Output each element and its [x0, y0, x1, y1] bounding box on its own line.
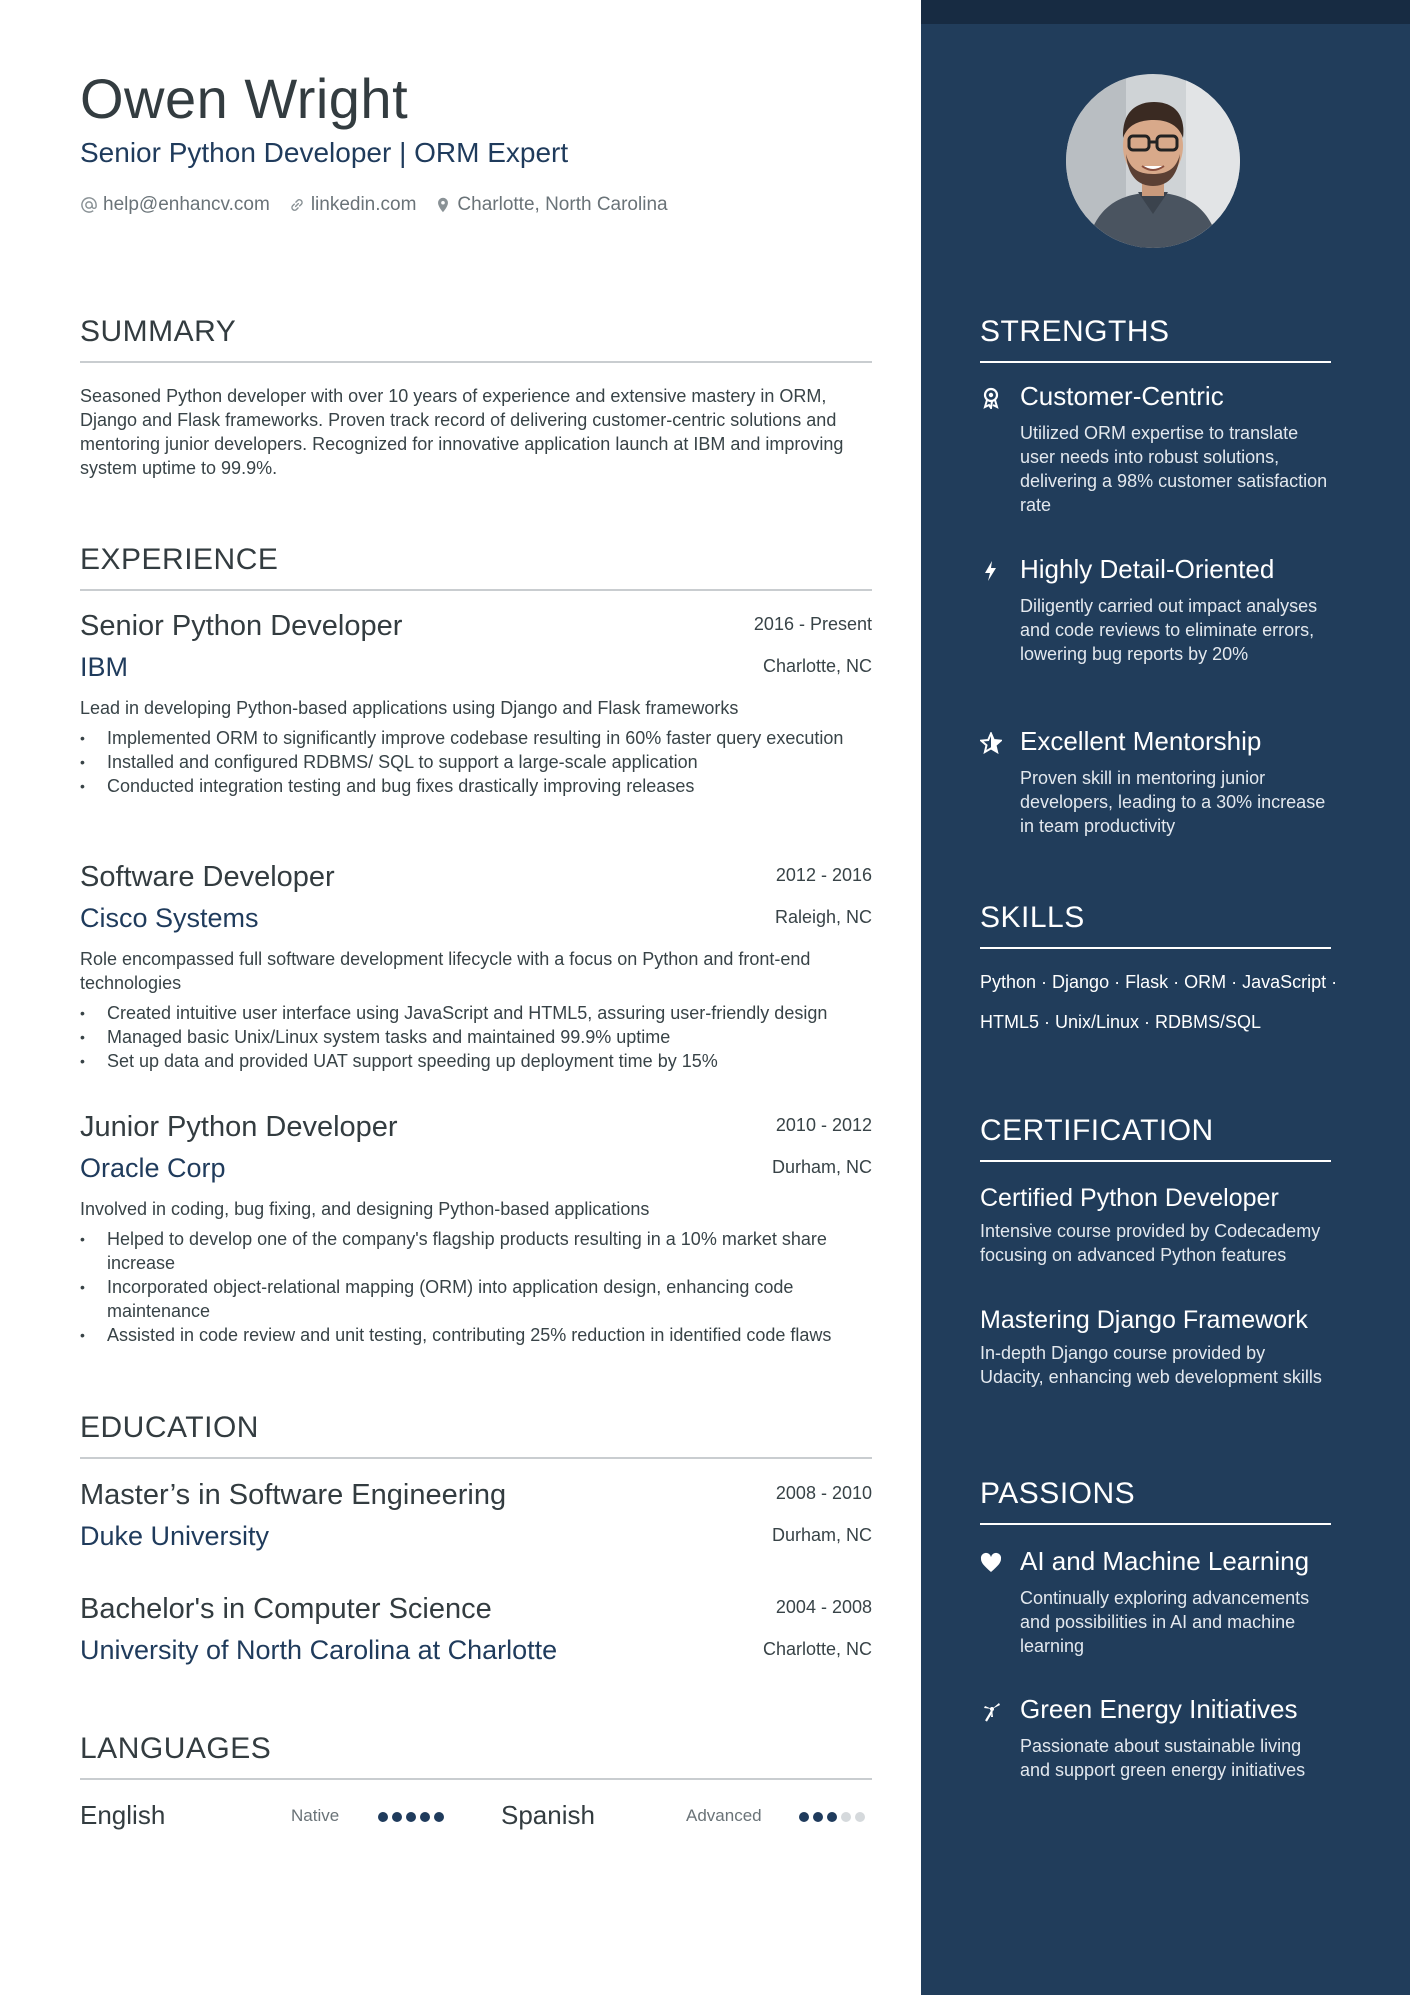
job-company: IBM: [80, 652, 129, 682]
education-school: Duke University: [80, 1521, 270, 1551]
profile-photo: [1066, 74, 1240, 248]
passion-description: Passionate about sustainable living and support green energy initiatives: [1020, 1736, 1306, 1780]
rating-dot-filled: [827, 1812, 837, 1822]
education-heading: EDUCATION: [80, 1411, 872, 1459]
education-degree: Master’s in Software Engineering: [80, 1479, 507, 1511]
job-date: 2010 - 2012: [775, 1115, 872, 1135]
summary-heading: SUMMARY: [80, 315, 872, 363]
strength-title: Highly Detail-Oriented: [1020, 554, 1275, 584]
link-icon: [288, 196, 306, 214]
education-date: 2008 - 2010: [775, 1483, 872, 1503]
job-title: Junior Python Developer: [80, 1111, 398, 1143]
star-icon: [980, 732, 1002, 754]
passion-description: Continually exploring advancements and possibilities in AI and machine learning: [1020, 1588, 1310, 1656]
contact-location: [434, 194, 667, 216]
heart-icon: [980, 1552, 1002, 1574]
language-rating: [799, 1812, 869, 1822]
languages-heading: LANGUAGES: [80, 1732, 872, 1780]
education-degree: Bachelor's in Computer Science: [80, 1593, 492, 1625]
certification-item: [980, 1306, 1331, 1389]
education-location: Charlotte, NC: [762, 1639, 872, 1659]
certification-heading: CERTIFICATION: [980, 1114, 1331, 1162]
job-date: 2012 - 2016: [775, 865, 872, 885]
candidate-name: Owen Wright: [80, 67, 409, 130]
rating-dot-empty: [841, 1812, 851, 1822]
job-bullet: • Incorporated object-relational mapping (ORM) into application design, enhancing code maintenance: [80, 1275, 872, 1323]
certification-description: In-depth Django course provided by Udacity, enhancing web development skills: [980, 1343, 1322, 1387]
job-location: Charlotte, NC: [762, 656, 872, 676]
sidebar-top-bar: [921, 0, 1410, 24]
language-rating: [378, 1812, 448, 1822]
rating-dot-filled: [799, 1812, 809, 1822]
strength-description: Diligently carried out impact analyses and code reviews to eliminate errors, lowering bug reports by 20%: [1020, 596, 1318, 664]
location-pin-icon: [434, 196, 452, 214]
job-company: Cisco Systems: [80, 903, 259, 933]
job-title: Software Developer: [80, 861, 335, 893]
strengths-heading: STRENGTHS: [980, 315, 1331, 363]
education-school: University of North Carolina at Charlotte: [80, 1635, 558, 1665]
wind-turbine-icon: [980, 1700, 1002, 1722]
job-location: Raleigh, NC: [774, 907, 872, 927]
at-icon: [80, 196, 98, 214]
certification-description: Intensive course provided by Codecademy focusing on advanced Python features: [980, 1221, 1321, 1265]
job-location: Durham, NC: [771, 1157, 872, 1177]
skills-heading: SKILLS: [980, 901, 1331, 949]
certification-title: Mastering Django Framework: [980, 1306, 1308, 1334]
contact-linkedin-text: linkedin.com: [310, 194, 417, 215]
job-description: Involved in coding, bug fixing, and designing Python-based applications: [80, 1199, 650, 1219]
rating-dot-filled: [813, 1812, 823, 1822]
language-level: Advanced: [686, 1806, 762, 1825]
certification-title: Certified Python Developer: [980, 1184, 1279, 1212]
skills-list-line-2: HTML5 · Unix/Linux · RDBMS/SQL: [980, 1012, 1262, 1032]
summary-text: Seasoned Python developer with over 10 years of experience and extensive mastery in ORM, Django and Flask frameworks. Proven track record of delivering customer-centric solutions and mentoring junior developers. Recognized for innovative application launch at IBM and improving system uptime to 99.9%.: [80, 386, 844, 478]
language-level: Native: [291, 1806, 340, 1825]
passion-title: AI and Machine Learning: [1020, 1546, 1310, 1576]
rating-dot-empty: [855, 1812, 865, 1822]
job-description: Lead in developing Python-based applications using Django and Flask frameworks: [80, 698, 739, 718]
rating-dot-filled: [378, 1812, 388, 1822]
job-bullets: [80, 1227, 872, 1347]
job-company: Oracle Corp: [80, 1153, 226, 1183]
job-bullet: • Helped to develop one of the company's flagship products resulting in a 10% market share increase: [80, 1227, 872, 1275]
job-bullet: • Created intuitive user interface using JavaScript and HTML5, assuring user-friendly design: [80, 1001, 872, 1025]
contact-linkedin[interactable]: [288, 194, 417, 216]
strength-title: Customer-Centric: [1020, 381, 1224, 411]
award-icon: [980, 387, 1002, 409]
contact-email-text: help@enhancv.com: [103, 194, 270, 215]
education-location: Durham, NC: [771, 1525, 872, 1545]
job-bullets: [80, 1001, 872, 1073]
strength-description: Utilized ORM expertise to translate user needs into robust solutions, delivering a 98% customer satisfaction rate: [1020, 423, 1328, 515]
skills-list-line-1: Python · Django · Flask · ORM · JavaScript ·: [980, 972, 1338, 992]
passion-title: Green Energy Initiatives: [1020, 1694, 1298, 1724]
rating-dot-filled: [434, 1812, 444, 1822]
sidebar: [921, 0, 1410, 1995]
contact-location-text: Charlotte, North Carolina: [457, 194, 668, 215]
lightning-icon: [980, 560, 1002, 582]
job-title: Senior Python Developer: [80, 610, 403, 642]
job-bullet: • Assisted in code review and unit testing, contributing 25% reduction in identified code flaws: [80, 1323, 872, 1347]
strength-description: Proven skill in mentoring junior developers, leading to a 30% increase in team productivity: [1020, 768, 1326, 836]
languages-list: [80, 1800, 872, 1834]
candidate-headline: Senior Python Developer | ORM Expert: [80, 137, 569, 168]
certification-item: [980, 1184, 1331, 1267]
job-date: 2016 - Present: [753, 614, 872, 634]
rating-dot-filled: [392, 1812, 402, 1822]
language-name: Spanish: [501, 1800, 595, 1830]
strength-title: Excellent Mentorship: [1020, 726, 1262, 756]
job-bullet: • Managed basic Unix/Linux system tasks and maintained 99.9% uptime: [80, 1025, 872, 1049]
passions-heading: PASSIONS: [980, 1477, 1331, 1525]
education-date: 2004 - 2008: [775, 1597, 872, 1617]
contact-info: [80, 194, 686, 216]
job-bullets: [80, 726, 872, 798]
language-name: English: [80, 1800, 166, 1830]
rating-dot-filled: [420, 1812, 430, 1822]
experience-heading: EXPERIENCE: [80, 543, 872, 591]
rating-dot-filled: [406, 1812, 416, 1822]
job-bullet: • Conducted integration testing and bug fixes drastically improving releases: [80, 774, 872, 798]
job-bullet: • Set up data and provided UAT support speeding up deployment time by 15%: [80, 1049, 872, 1073]
contact-email[interactable]: [80, 194, 270, 216]
job-bullet: • Implemented ORM to significantly improve codebase resulting in 60% faster query execution: [80, 726, 872, 750]
job-bullet: • Installed and configured RDBMS/ SQL to support a large-scale application: [80, 750, 872, 774]
job-description: Role encompassed full software development lifecycle with a focus on Python and front-end technologies: [80, 949, 811, 993]
